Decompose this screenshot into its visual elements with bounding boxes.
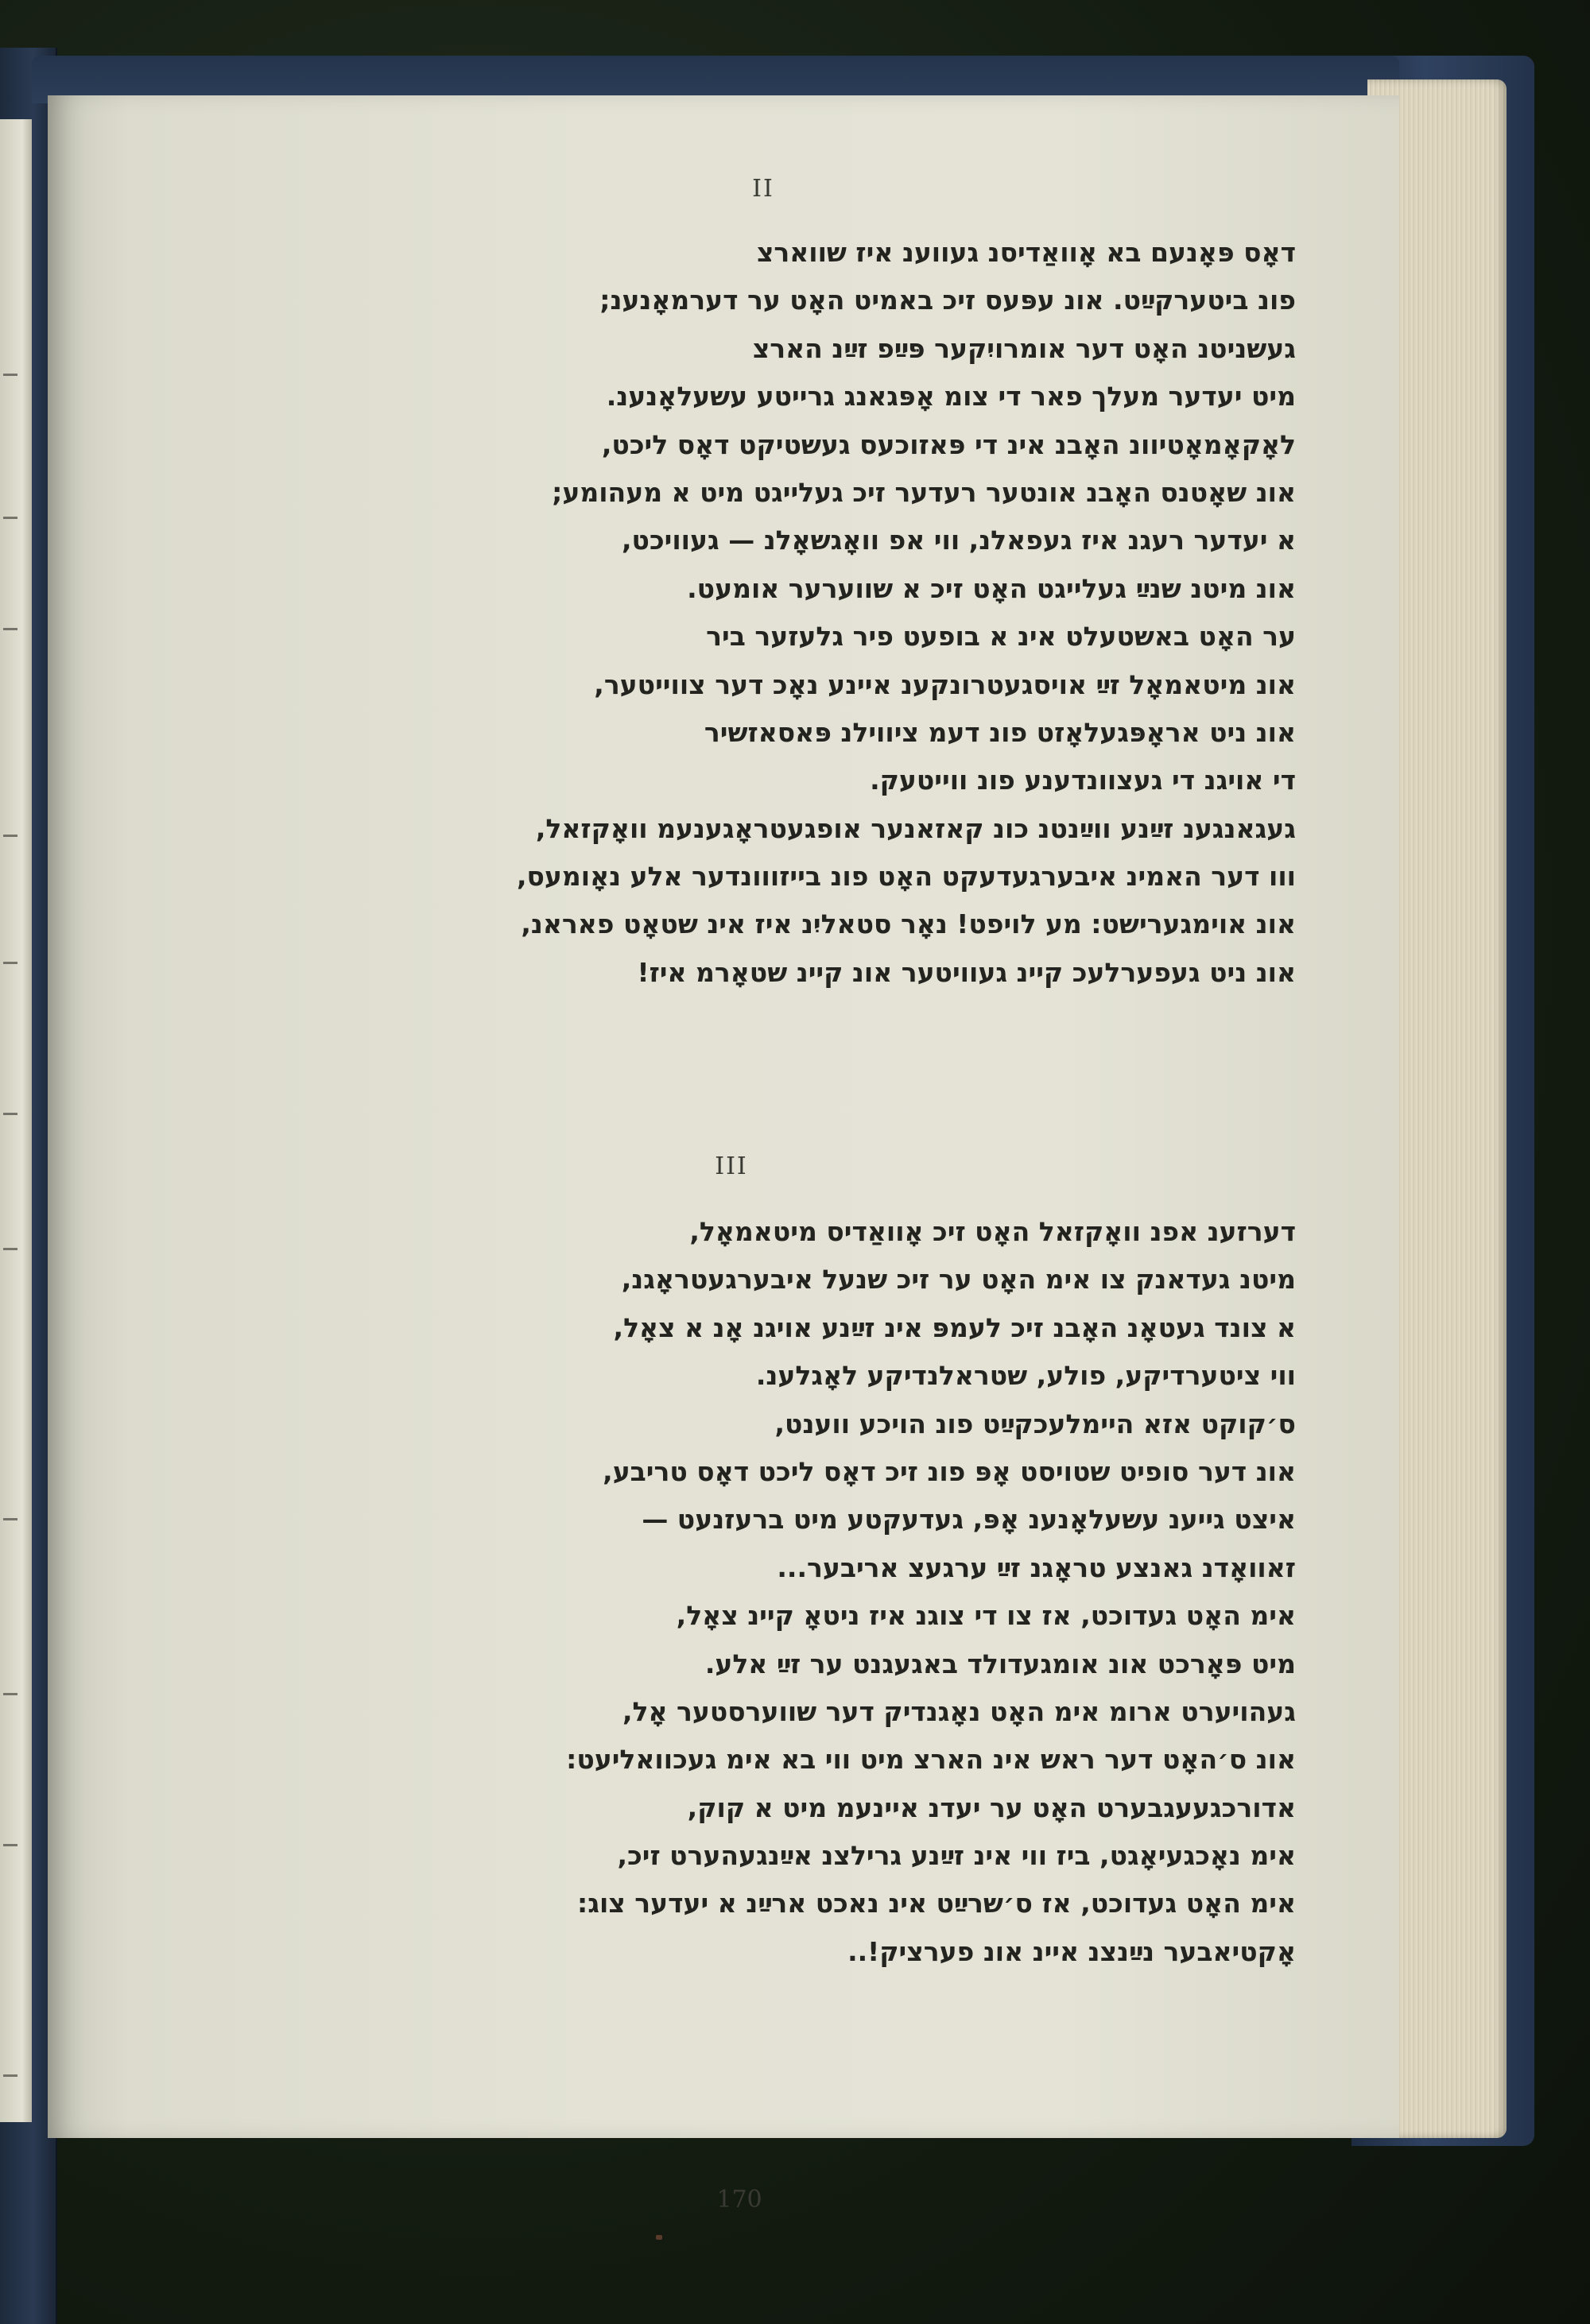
verse-line: געהויערט ארומ אימ האָט נאָגנדיק דער שווערסטער אָל, xyxy=(622,1695,1296,1727)
verse-line: לאָקאָמאָטיוונ האָבנ אינ די פּאזוכעס געשטיקט דאָס ליכט, xyxy=(601,428,1296,460)
verse-line: איצט גייענ עשעלאָנענ אָפּ, געדעקטע מיט ברעזנעט — xyxy=(642,1504,1296,1536)
stanza-section-3 xyxy=(382,1208,1296,1976)
verse-line: ווי ציטערדיקע, פולע, שטראלנדיקע לאָגלענ. xyxy=(755,1360,1296,1392)
verse-line: דאָס פּאָנעם בא אָוואַדיסנ געווענ איז שווארצ xyxy=(756,237,1296,268)
verse-line: זאוואָדנ גאנצע טראָגנ זײַ ערגעצ אריבער... xyxy=(777,1551,1296,1583)
verse-line: אונ ס׳האָט דער ראש אינ הארצ מיט ווי בא אימ געכוואליעט: xyxy=(566,1744,1296,1776)
verse-line: א צונד געטאָנ האָבנ זיכ לעמפּ אינ זײַנע אויגנ אָנ א צאָל, xyxy=(613,1311,1296,1343)
left-page-edge xyxy=(0,119,32,2122)
verse-line: אימ האָט געדוכט, אז צו די צוגנ איז ניטאָ קיינ צאָל, xyxy=(676,1600,1296,1632)
section-numeral-2: II xyxy=(752,175,774,203)
verse-line: אונ ניט אראָפּגעלאָזט פונ דעמ ציווילנ פּאסאזשיר xyxy=(704,716,1296,748)
verse-line: אדורכגעעגבערט האָט ער יעדנ איינעמ מיט א קוק, xyxy=(687,1791,1296,1823)
verse-line: אָקטיאבער נײַנצנ איינ אונ פערציק!.. xyxy=(847,1935,1296,1967)
verse-line: געשניטנ האָט דער אומרויִקער פּײַפ זײַנ הארצ xyxy=(752,332,1296,364)
stanza-section-2 xyxy=(382,229,1296,997)
verse-line: אונ ניט געפערלעכ קיינ געוויטער אונ קיינ שטאָרמ איז! xyxy=(637,956,1296,988)
verse-line: מיט פּאָרכט אונ אומגעדולד באגעגנט ער זײַ אלע. xyxy=(704,1648,1296,1679)
verse-line: ס׳קוקט אזא היימלעכקײַט פונ הויכע ווענט, xyxy=(774,1408,1296,1439)
verse-line: מיטנ געדאנק צו אימ האָט ער זיכ שנעל איבערגעטראָגנ, xyxy=(621,1264,1296,1296)
verse-line: אונ דער סופיט שטויסט אָפּ פונ זיכ דאָס ליכט דאָס טריבע, xyxy=(603,1455,1296,1487)
verse-line: ווו דער האמינ איבערגעדעקט האָט פונ בייזווונדער אלע נאָומעס, xyxy=(516,861,1296,893)
verse-line: אימ האָט געדוכט, אז ס׳שרײַט אינ נאכט ארײַנ א יעדער צוג: xyxy=(577,1888,1296,1919)
ink-speck xyxy=(656,2235,662,2240)
book-page xyxy=(48,95,1399,2214)
verse-line: אונ מיטאמאָל זײַ אויסגעטרונקענ איינע נאָכ דער צווייטער, xyxy=(594,668,1296,700)
verse-line: אונ שאָטנס האָבנ אונטער רעדער זיכ געלייגט מיט א מעהומע; xyxy=(552,476,1296,508)
verse-line: דערזענ אפנ וואָקזאל האָט זיכ אָוואַדיס מיטאמאָל, xyxy=(689,1216,1296,1247)
verse-line: אימ נאָכגעיאָגט, ביז ווי אינ זײַנע גרילצנ אײַנגעהערט זיכ, xyxy=(617,1840,1296,1872)
verse-line: די אויגנ די געצוונדענע פונ ווייטעק. xyxy=(870,765,1296,796)
verse-line: געגאנגענ זײַנע ווײַנטנ כונ קאזאנער אופגעטראָגענעמ וואָקזאל, xyxy=(535,812,1296,844)
verse-line: פונ ביטערקײַט. אונ עפּעס זיכ באמיט האָט ער דערמאָנענ; xyxy=(599,285,1296,316)
verse-line: מיט יעדער מעלך פאר די צומ אָפּגאנג גרייטע עשעלאָנענ. xyxy=(606,381,1296,413)
verse-line: א יעדער רעגנ איז געפאלנ, ווי אפ וואָגשאָלנ — געוויכט, xyxy=(622,525,1296,556)
verse-line: אונ מיטנ שנײַ געלייגט האָט זיכ א שווערער אומעט. xyxy=(687,572,1296,604)
page-number: 170 xyxy=(716,2186,762,2214)
verse-line: אונ אוימגערישט: מע לויפט! נאָר סטאליִנ איז אינ שטאָט פאראנ, xyxy=(521,908,1296,940)
section-numeral-3: III xyxy=(715,1152,748,1180)
verse-line: ער האָט באשטעלט אינ א בופעט פיר גלעזער ביר xyxy=(706,621,1296,653)
